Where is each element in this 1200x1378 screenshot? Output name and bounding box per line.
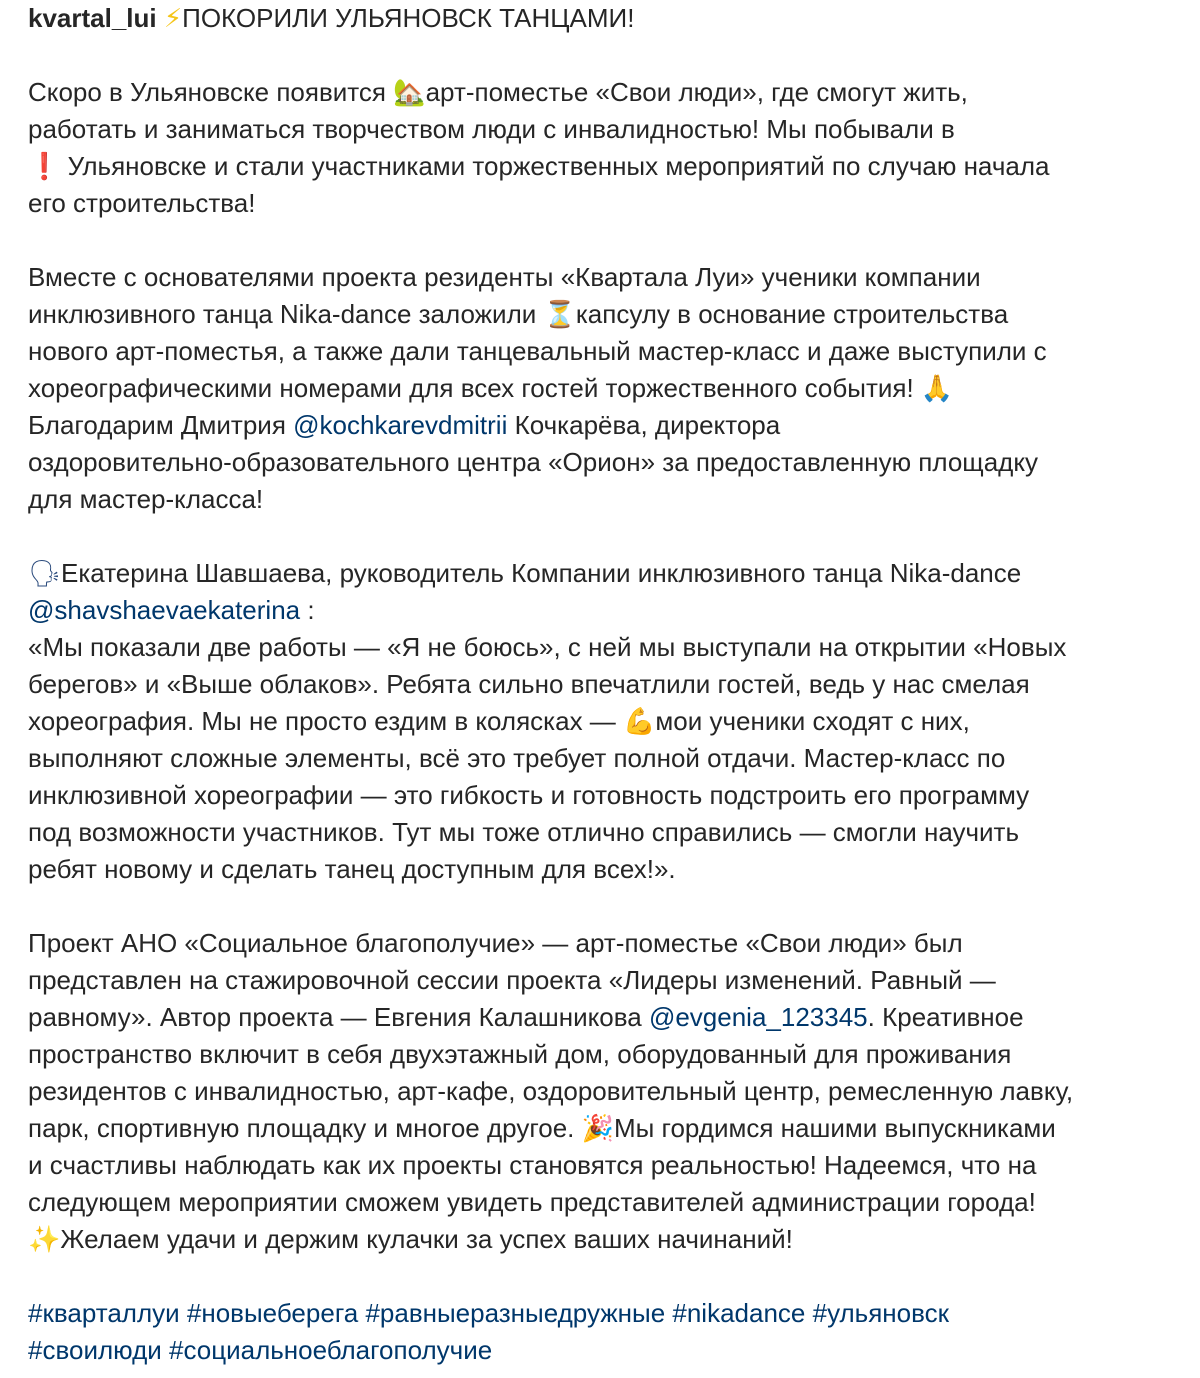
caption-text: Мы гордимся нашими выпускниками [613, 1113, 1056, 1143]
party-popper-icon: 🎉 [581, 1114, 614, 1144]
caption-text-line: его строительства! [28, 188, 256, 218]
sparkles-icon: ✨ [28, 1225, 61, 1255]
hashtag-svoiludi[interactable]: #своилюди [28, 1335, 162, 1365]
flexed-biceps-icon: 💪 [623, 707, 656, 737]
caption-text-line [28, 1110, 1178, 1147]
hashtag-nikadance[interactable]: #nikadance [672, 1298, 806, 1328]
caption-text: арт-поместье «Свои люди», где смогут жить, [425, 77, 968, 107]
caption-text-line: следующем мероприятии сможем увидеть представителей администрации города! [28, 1187, 1036, 1217]
hashtag-socialnoeblagopoluchie[interactable]: #социальноеблагополучие [169, 1335, 493, 1365]
house-icon: 🏡 [393, 78, 426, 108]
caption-text-line [28, 555, 1178, 592]
caption-text: Кочкарёва, директора [507, 410, 781, 440]
hashtags-line [28, 1332, 1178, 1369]
caption-text-line: и счастливы наблюдать как их проекты становятся реальностью! Надеемся, что на [28, 1150, 1037, 1180]
caption-text-line: под возможности участников. Тут мы тоже отлично справились — смогли научить [28, 817, 1020, 847]
lightning-icon: ⚡ [163, 4, 183, 34]
hashtag-kvartallui[interactable]: #кварталлуи [28, 1298, 180, 1328]
caption-text: . Креативное [867, 1002, 1024, 1032]
praying-hands-icon: 🙏 [920, 374, 954, 404]
hashtag-ravnyeraznyedruzhnye[interactable]: #равныеразныедружные [365, 1298, 666, 1328]
mention-shavshaevaekaterina[interactable]: @shavshaevaekaterina [28, 595, 301, 625]
caption-text-line: «Мы показали две работы — «Я не боюсь», с ней мы выступали на открытии «Новых [28, 632, 1067, 662]
exclamation-icon: ❗ [28, 152, 61, 182]
mention-evgenia-123345[interactable]: @evgenia_123345 [648, 1002, 868, 1032]
mention-kochkarevdmitrii[interactable]: @kochkarevdmitrii [293, 410, 508, 440]
caption-text-line [28, 1221, 1178, 1258]
caption-text-line: Проект АНО «Социальное благополучие» — арт-поместье «Свои люди» был [28, 928, 963, 958]
caption-text-line [28, 148, 1178, 185]
caption-text: : [300, 595, 315, 625]
hashtag-ulyanovsk[interactable]: #ульяновск [812, 1298, 950, 1328]
caption-text: мои ученики сходят с них, [655, 706, 970, 736]
caption-text: хореография. Мы не просто ездим в колясках — [28, 706, 624, 736]
caption-text-line [28, 407, 1178, 444]
caption-text-line: берегов» и «Выше облаков». Ребята сильно впечатлили гостей, ведь у нас смелая [28, 669, 1030, 699]
caption-text: Благодарим Дмитрия [28, 410, 294, 440]
caption-text-line: для мастер-класса! [28, 484, 264, 514]
hourglass-icon: ⏳ [543, 300, 576, 330]
caption-text-line: ребят новому и сделать танец доступным для всех!». [28, 854, 676, 884]
caption-text: капсулу в основание строительства [575, 299, 1009, 329]
caption-text-line [28, 592, 1178, 629]
hashtags-line [28, 1295, 1178, 1332]
caption-text: Желаем удачи и держим кулачки за успех ваших начинаний! [60, 1224, 793, 1254]
hashtag-novyeberega[interactable]: #новыеберега [186, 1298, 359, 1328]
username-link[interactable]: kvartal_lui [28, 3, 157, 33]
caption-text-line: Вместе с основателями проекта резиденты «Квартала Луи» ученики компании [28, 262, 981, 292]
caption-text-line [28, 370, 1178, 407]
caption-title-line [28, 0, 1178, 37]
caption-text: Ульяновске и стали участниками торжественных мероприятий по случаю начала [60, 151, 1050, 181]
post-title: ПОКОРИЛИ УЛЬЯНОВСК ТАНЦАМИ! [182, 3, 635, 33]
caption-text-line: пространство включит в себя двухэтажный дом, оборудованный для проживания [28, 1039, 1012, 1069]
caption-text-line [28, 74, 1178, 111]
caption-text-line: оздоровительно-образовательного центра «Орион» за предоставленную площадку [28, 447, 1038, 477]
caption-text-line: резидентов с инвалидностью, арт-кафе, оздоровительный центр, ремесленную лавку, [28, 1076, 1074, 1106]
caption-text-line: выполняют сложные элементы, всё это требует полной отдачи. Мастер-класс по [28, 743, 1006, 773]
caption-text-line: представлен на стажировочной сессии проекта «Лидеры изменений. Равный — [28, 965, 996, 995]
speaking-head-icon: 🗣 [28, 559, 62, 589]
caption-text: парк, спортивную площадку и многое другое. [28, 1113, 582, 1143]
caption-text: инклюзивного танца Nika-dance заложили [28, 299, 544, 329]
caption-text-line [28, 999, 1178, 1036]
caption-text-line: инклюзивной хореографии — это гибкость и готовность подстроить его программу [28, 780, 1030, 810]
caption-text-line [28, 703, 1178, 740]
caption-text: Скоро в Ульяновске появится [28, 77, 394, 107]
caption-text: хореографическими номерами для всех гостей торжественного события! [28, 373, 921, 403]
caption-text-line: работать и заниматься творчеством люди с инвалидностью! Мы побывали в [28, 114, 955, 144]
caption-text: Екатерина Шавшаева, руководитель Компании инклюзивного танца Nika-dance [61, 558, 1022, 588]
caption-text: равному». Автор проекта — Евгения Калашникова [28, 1002, 649, 1032]
caption-text-line [28, 296, 1178, 333]
post-caption [28, 0, 1178, 1369]
caption-text-line: нового арт-поместья, а также дали танцевальный мастер-класс и даже выступили с [28, 336, 1047, 366]
